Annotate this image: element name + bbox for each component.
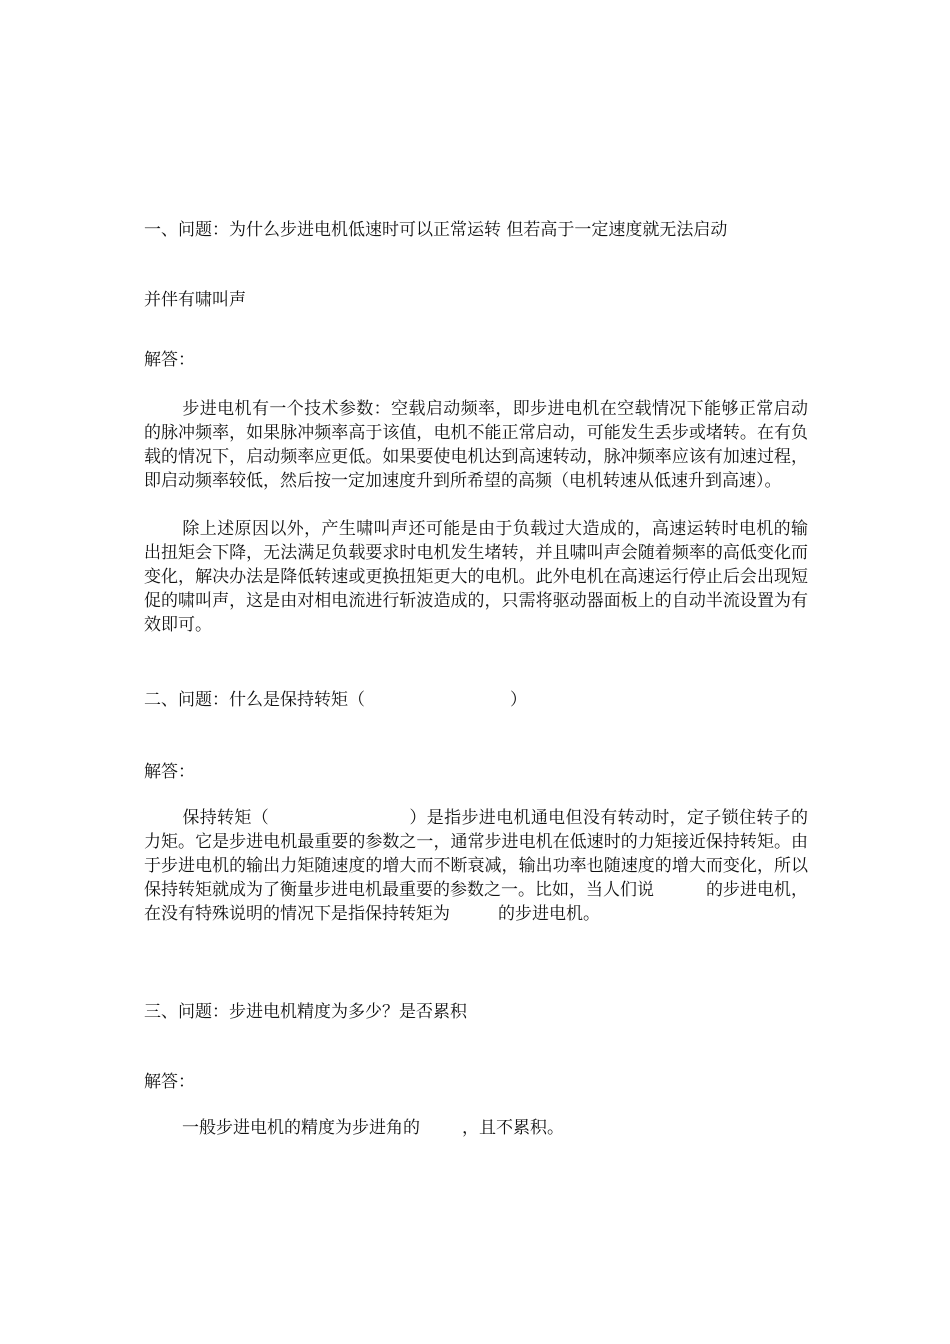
q2-answer-text-b: ）是指步进电机通电但没有转动时，定子锁住转子的力矩。它是步进电机最重要的参数之一，通常步进电机在低速时的力矩接近保持转矩。由于步进电机的输出力矩随速度的增大而不断衰减，输出功率也随速度的增大而变化，所以保持转矩就成为了衡量步进电机最重要的参数之一。比如，当人们说 (144, 808, 809, 900)
q1-answer-paragraph-2 (144, 517, 808, 637)
q2-answer-text-a: 保持转矩（ (182, 808, 270, 828)
q3-answer-text-b: ，且不累积。 (462, 1118, 564, 1138)
q3-answer-label: 解答： (144, 1072, 195, 1092)
q1-title-line2: 并伴有啸叫声 (144, 290, 246, 310)
q1-answer-label: 解答： (144, 350, 195, 370)
q1-answer-paragraph-1 (144, 397, 808, 493)
q1-answer-paragraph-2-text: 除上述原因以外，产生啸叫声还可能是由于负载过大造成的，高速运转时电机的输出扭矩会下降，无法满足负载要求时电机发生堵转，并且啸叫声会随着频率的高低变化而变化，解决办法是降低转速或更换扭矩更大的电机。此外电机在高速运行停止后会出现短促的啸叫声，这是由对相电流进行斩波造成的，只需将驱动器面板上的自动半流设置为有效即可。 (144, 519, 808, 635)
q2-title (144, 688, 527, 712)
q2-answer-label: 解答： (144, 762, 195, 782)
q2-title-text-b: ） (510, 690, 527, 710)
q2-title-text-a: 二、问题：什么是保持转矩（ (144, 690, 365, 710)
q1-title-line1: 一、问题：为什么步进电机低速时可以正常运转 但若高于一定速度就无法启动 (144, 220, 728, 240)
q3-answer-paragraph (144, 1116, 564, 1140)
q1-answer-paragraph-1-text: 步进电机有一个技术参数：空载启动频率，即步进电机在空载情况下能够正常启动的脉冲频率，如果脉冲频率高于该值，电机不能正常启动，可能发生丢步或堵转。在有负载的情况下，启动频率应更低。如果要使电机达到高速转动，脉冲频率应该有加速过程，即启动频率较低，然后按一定加速度升到所希望的高频（电机转速从低速升到高速）。 (144, 399, 808, 491)
q3-answer-text-a: 一般步进电机的精度为步进角的 (182, 1118, 420, 1138)
q3-title: 三、问题：步进电机精度为多少？是否累积 (144, 1002, 467, 1022)
q2-answer-paragraph (144, 806, 808, 926)
q2-answer-text-c: 的步进电机，在没有特殊说明的情况下是指保持转矩为 (144, 880, 808, 924)
q2-answer-text-d: 的步进电机。 (498, 904, 600, 924)
